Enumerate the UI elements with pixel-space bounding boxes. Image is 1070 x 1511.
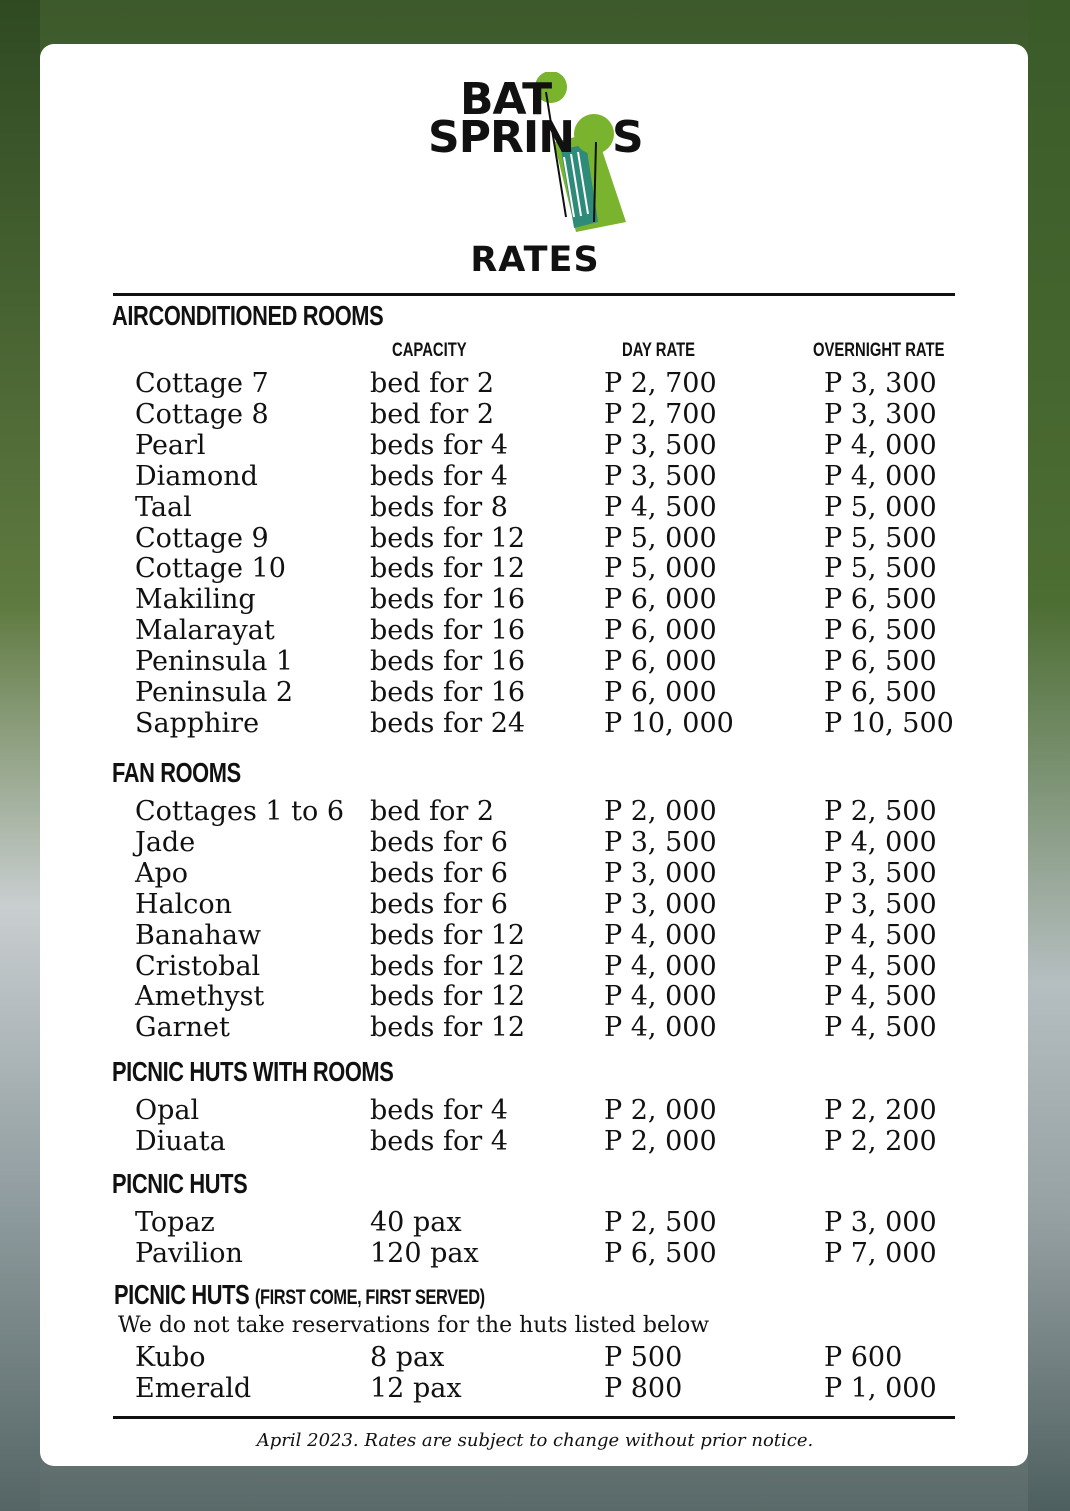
capacity-cell: beds for 12 (370, 1012, 526, 1044)
capacity-cell: beds for 16 (370, 615, 526, 647)
table-row (0, 1012, 1070, 1043)
overnight-rate-cell: P 4, 000 (824, 460, 937, 492)
overnight-rate-cell: P 3, 000 (824, 1207, 937, 1238)
day-rate-cell: P 2, 000 (604, 1095, 717, 1126)
logo-text-line1: BAT (460, 74, 552, 125)
capacity-cell: beds for 6 (370, 888, 508, 920)
day-rate-cell: P 3, 000 (604, 888, 717, 920)
overnight-rate-cell: P 10, 500 (824, 707, 954, 739)
capacity-cell: beds for 24 (370, 707, 526, 739)
footer-note: April 2023. Rates are subject to change without prior notice. (256, 1430, 814, 1451)
table-row (0, 827, 1070, 858)
day-rate-cell: P 800 (604, 1372, 683, 1404)
overnight-rate-cell: P 600 (824, 1342, 903, 1373)
overnight-rate-cell: P 7, 000 (824, 1237, 937, 1269)
overnight-rate-cell: P 1, 000 (824, 1372, 937, 1404)
room-name-cell: Pavilion (135, 1237, 243, 1269)
overnight-rate-cell: P 3, 500 (824, 888, 937, 920)
table-row (0, 430, 1070, 461)
table-row (0, 399, 1070, 430)
column-header-capacity: CAPACITY (392, 340, 467, 361)
bato-springs-logo (426, 72, 656, 237)
room-name-cell: Peninsula 1 (135, 646, 294, 678)
table-row (0, 646, 1070, 677)
table-row (0, 951, 1070, 982)
overnight-rate-cell: P 4, 500 (824, 950, 937, 982)
table-row (0, 553, 1070, 584)
room-name-cell: Emerald (135, 1372, 252, 1404)
background-foliage-left (0, 0, 40, 1511)
table-row (0, 920, 1070, 951)
day-rate-cell: P 3, 000 (604, 857, 717, 889)
overnight-rate-cell: P 6, 500 (824, 646, 937, 678)
overnight-rate-cell: P 4, 000 (824, 826, 937, 858)
table-row (0, 858, 1070, 889)
day-rate-cell: P 4, 000 (604, 919, 717, 951)
huts-fcfs-heading-sub: (FIRST COME, FIRST SERVED) (254, 1286, 485, 1309)
room-name-cell: Cottages 1 to 6 (135, 796, 345, 827)
table-row (0, 584, 1070, 615)
capacity-cell: beds for 12 (370, 553, 526, 585)
room-name-cell: Taal (135, 491, 192, 523)
table-row (0, 1373, 1070, 1404)
day-rate-cell: P 4, 500 (604, 491, 717, 523)
day-rate-cell: P 2, 000 (604, 1125, 717, 1157)
overnight-rate-cell: P 2, 200 (824, 1095, 937, 1126)
room-name-cell: Diuata (135, 1125, 226, 1157)
table-row (0, 1238, 1070, 1269)
room-name-cell: Cottage 10 (135, 553, 286, 585)
day-rate-cell: P 3, 500 (604, 826, 717, 858)
day-rate-cell: P 5, 000 (604, 522, 717, 554)
room-name-cell: Halcon (135, 888, 233, 920)
overnight-rate-cell: P 6, 500 (824, 584, 937, 616)
day-rate-cell: P 6, 000 (604, 615, 717, 647)
section-heading-huts-rooms: PICNIC HUTS WITH ROOMS (112, 1056, 394, 1087)
column-header-day-rate: DAY RATE (622, 340, 696, 361)
logo-text-line2: SPRIN (428, 112, 575, 163)
table-row (0, 615, 1070, 646)
capacity-cell: bed for 2 (370, 398, 495, 430)
capacity-cell: beds for 4 (370, 460, 508, 492)
day-rate-cell: P 5, 000 (604, 553, 717, 585)
room-name-cell: Jade (135, 826, 196, 858)
overnight-rate-cell: P 5, 500 (824, 522, 937, 554)
day-rate-cell: P 3, 500 (604, 429, 717, 461)
table-row (0, 492, 1070, 523)
top-divider (113, 293, 955, 296)
bottom-divider (113, 1416, 955, 1419)
overnight-rate-cell: P 4, 500 (824, 981, 937, 1013)
capacity-cell: beds for 4 (370, 429, 508, 461)
capacity-cell: 120 pax (370, 1237, 479, 1269)
table-row (0, 461, 1070, 492)
overnight-rate-cell: P 3, 500 (824, 857, 937, 889)
room-name-cell: Amethyst (135, 981, 265, 1013)
table-row (0, 677, 1070, 708)
capacity-cell: beds for 4 (370, 1095, 508, 1126)
room-name-cell: Cristobal (135, 950, 261, 982)
overnight-rate-cell: P 4, 000 (824, 429, 937, 461)
room-name-cell: Cottage 7 (135, 368, 269, 399)
capacity-cell: beds for 12 (370, 522, 526, 554)
capacity-cell: beds for 16 (370, 584, 526, 616)
room-name-cell: Garnet (135, 1012, 230, 1044)
room-name-cell: Apo (135, 857, 189, 889)
room-name-cell: Malarayat (135, 615, 275, 647)
overnight-rate-cell: P 5, 500 (824, 553, 937, 585)
overnight-rate-cell: P 3, 300 (824, 368, 937, 399)
table-row (0, 1126, 1070, 1157)
capacity-cell: beds for 16 (370, 677, 526, 708)
overnight-rate-cell: P 6, 500 (824, 615, 937, 647)
day-rate-cell: P 6, 000 (604, 584, 717, 616)
day-rate-cell: P 4, 000 (604, 981, 717, 1013)
page-title: RATES (470, 240, 600, 280)
section-heading-aircon: AIRCONDITIONED ROOMS (112, 300, 384, 331)
table-row (0, 1207, 1070, 1238)
room-name-cell: Banahaw (135, 919, 262, 951)
day-rate-cell: P 2, 500 (604, 1207, 717, 1238)
capacity-cell: bed for 2 (370, 368, 495, 399)
room-name-cell: Topaz (135, 1207, 215, 1238)
room-name-cell: Cottage 9 (135, 522, 269, 554)
capacity-cell: beds for 6 (370, 857, 508, 889)
day-rate-cell: P 500 (604, 1342, 683, 1373)
capacity-cell: beds for 16 (370, 646, 526, 678)
day-rate-cell: P 2, 700 (604, 368, 717, 399)
logo-text-line2-end: S (612, 112, 643, 163)
day-rate-cell: P 3, 500 (604, 460, 717, 492)
room-name-cell: Sapphire (135, 707, 260, 739)
overnight-rate-cell: P 3, 300 (824, 398, 937, 430)
room-name-cell: Diamond (135, 460, 258, 492)
capacity-cell: 40 pax (370, 1207, 462, 1238)
capacity-cell: beds for 12 (370, 950, 526, 982)
day-rate-cell: P 4, 000 (604, 950, 717, 982)
room-name-cell: Makiling (135, 584, 256, 616)
capacity-cell: beds for 8 (370, 491, 508, 523)
day-rate-cell: P 6, 500 (604, 1237, 717, 1269)
overnight-rate-cell: P 5, 000 (824, 491, 937, 523)
room-name-cell: Opal (135, 1095, 200, 1126)
overnight-rate-cell: P 4, 500 (824, 919, 937, 951)
table-row (0, 1342, 1070, 1373)
overnight-rate-cell: P 6, 500 (824, 677, 937, 708)
table-row (0, 796, 1070, 827)
capacity-cell: beds for 4 (370, 1125, 508, 1157)
day-rate-cell: P 6, 000 (604, 677, 717, 708)
capacity-cell: beds for 12 (370, 981, 526, 1013)
huts-fcfs-heading-main: PICNIC HUTS (114, 1279, 250, 1310)
overnight-rate-cell: P 2, 200 (824, 1125, 937, 1157)
room-name-cell: Pearl (135, 429, 206, 461)
background-foliage-right (1028, 0, 1070, 1511)
capacity-cell: beds for 6 (370, 826, 508, 858)
table-row (0, 368, 1070, 399)
day-rate-cell: P 2, 000 (604, 796, 717, 827)
day-rate-cell: P 6, 000 (604, 646, 717, 678)
room-name-cell: Cottage 8 (135, 398, 269, 430)
day-rate-cell: P 2, 700 (604, 398, 717, 430)
overnight-rate-cell: P 4, 500 (824, 1012, 937, 1044)
table-row (0, 981, 1070, 1012)
section-heading-huts: PICNIC HUTS (112, 1168, 248, 1199)
capacity-cell: bed for 2 (370, 796, 495, 827)
capacity-cell: 12 pax (370, 1372, 462, 1404)
section-heading-fan: FAN ROOMS (112, 757, 241, 788)
table-row (0, 708, 1070, 739)
capacity-cell: beds for 12 (370, 919, 526, 951)
day-rate-cell: P 4, 000 (604, 1012, 717, 1044)
table-row (0, 523, 1070, 554)
table-row (0, 1095, 1070, 1126)
table-row (0, 889, 1070, 920)
capacity-cell: 8 pax (370, 1342, 445, 1373)
column-header-overnight-rate: OVERNIGHT RATE (813, 340, 945, 361)
section-heading-huts-fcfs (114, 1279, 485, 1311)
day-rate-cell: P 10, 000 (604, 707, 734, 739)
overnight-rate-cell: P 2, 500 (824, 796, 937, 827)
room-name-cell: Kubo (135, 1342, 206, 1373)
reservation-note: We do not take reservations for the huts listed below (118, 1313, 710, 1338)
room-name-cell: Peninsula 2 (135, 677, 294, 708)
